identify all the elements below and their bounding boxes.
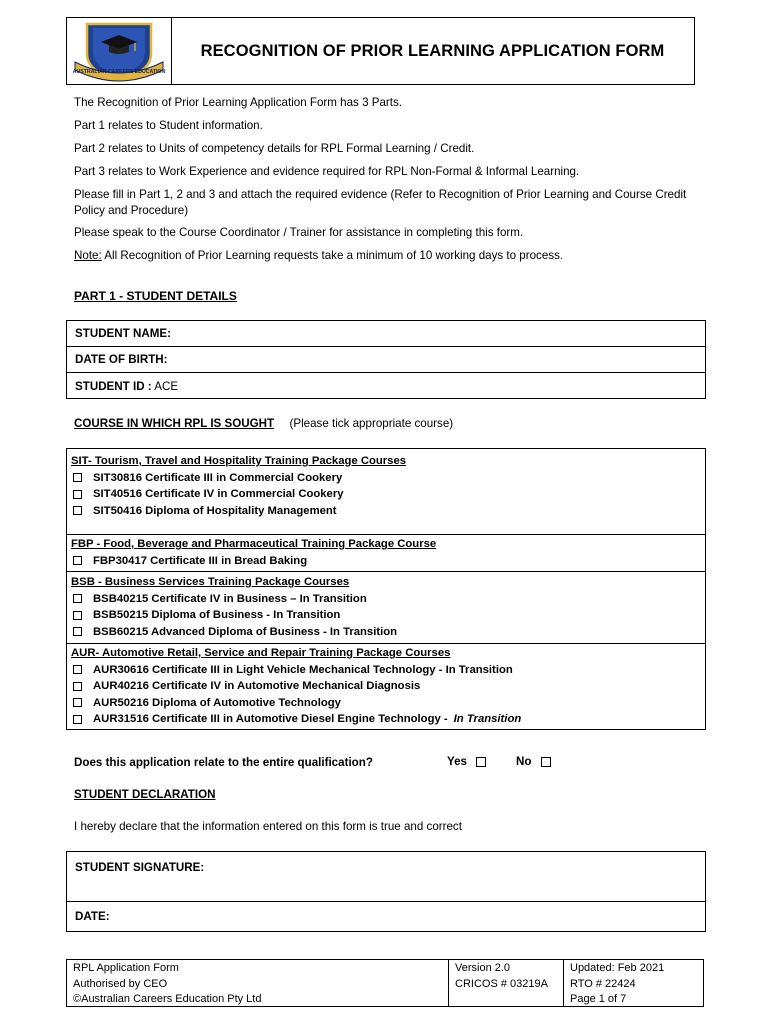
no-option[interactable] xyxy=(516,755,562,768)
checkbox[interactable] xyxy=(73,556,82,565)
course-label: FBP30417 Certificate III in Bread Baking xyxy=(93,554,308,567)
course-label: SIT40516 Certificate IV in Commercial Cookery xyxy=(93,488,344,500)
course-label: SIT50416 Diploma of Hospitality Management xyxy=(93,504,337,517)
group-title: AUR- Automotive Retail, Service and Repair Training Package Courses xyxy=(71,647,451,659)
course-label: AUR31516 Certificate III in Automotive Diesel Engine Technology - xyxy=(93,713,448,725)
course-label: BSB50215 Diploma of Business - In Transition xyxy=(93,609,341,621)
footer-text: Authorised by CEO xyxy=(73,977,168,990)
course-option[interactable] xyxy=(71,662,705,679)
course-option[interactable] xyxy=(71,553,705,570)
page-footer xyxy=(66,959,704,1007)
date-label: DATE: xyxy=(75,910,110,923)
note-label: Note: xyxy=(74,249,102,262)
footer-col-doc xyxy=(67,960,449,1006)
note-line xyxy=(74,248,702,264)
intro-line: The Recognition of Prior Learning Application Form has 3 Parts. xyxy=(74,96,403,109)
checkbox[interactable] xyxy=(73,715,82,724)
footer-col-version xyxy=(449,960,564,1006)
course-label: BSB60215 Advanced Diploma of Business - In Transition xyxy=(93,625,398,638)
course-option[interactable] xyxy=(71,678,705,695)
date-field[interactable] xyxy=(67,902,705,931)
yes-option[interactable] xyxy=(447,755,497,768)
course-group-aur xyxy=(67,644,705,729)
logo-banner-text: AUSTRALIAN CAREERS EDUCATION xyxy=(72,69,166,75)
group-title: BSB - Business Services Training Package Courses xyxy=(71,576,350,588)
course-option[interactable] xyxy=(71,711,705,728)
student-id-label: STUDENT ID : xyxy=(75,379,152,393)
course-label: AUR40216 Certificate IV in Automotive Mechanical Diagnosis xyxy=(93,680,421,692)
course-option[interactable] xyxy=(71,503,705,520)
course-group-bsb xyxy=(67,572,705,644)
logo-cell xyxy=(67,18,172,84)
course-suffix: In Transition xyxy=(453,713,522,725)
yes-checkbox[interactable] xyxy=(476,757,486,767)
course-label: AUR30616 Certificate III in Light Vehicle Mechanical Technology - In Transition xyxy=(93,663,513,676)
course-option[interactable] xyxy=(71,607,705,624)
group-title: FBP - Food, Beverage and Pharmaceutical Training Package Course xyxy=(71,538,437,550)
part1-heading: PART 1 - STUDENT DETAILS xyxy=(74,289,237,303)
page-title: RECOGNITION OF PRIOR LEARNING APPLICATION FORM xyxy=(200,41,665,60)
ace-logo xyxy=(67,18,171,84)
yes-label: Yes xyxy=(447,755,467,768)
group-title: SIT- Tourism, Travel and Hospitality Training Package Courses xyxy=(71,455,407,467)
course-hint: (Please tick appropriate course) xyxy=(289,417,454,430)
footer-text: Updated: Feb 2021 xyxy=(570,962,665,974)
footer-text: Version 2.0 xyxy=(455,962,511,974)
signature-table xyxy=(66,851,706,932)
intro-line: Please fill in Part 1, 2 and 3 and attach the required evidence (Refer to Recognition of Prior Learning and Course Credit Policy and Procedure) xyxy=(74,188,687,217)
course-label: SIT30816 Certificate III in Commercial Cookery xyxy=(93,471,343,484)
no-label: No xyxy=(516,755,532,768)
student-name-field[interactable] xyxy=(67,321,705,347)
form-header xyxy=(66,17,695,85)
footer-text: CRICOS # 03219A xyxy=(455,977,548,990)
dob-field[interactable] xyxy=(67,347,705,373)
course-option[interactable] xyxy=(71,624,705,641)
declaration-text: I hereby declare that the information entered on this form is true and correct xyxy=(74,820,462,833)
course-group-fbp xyxy=(67,535,705,572)
course-option[interactable] xyxy=(71,486,705,503)
course-group-sit xyxy=(67,453,705,535)
checkbox[interactable] xyxy=(73,490,82,499)
declaration-heading: STUDENT DECLARATION xyxy=(74,788,216,801)
footer-text: RPL Application Form xyxy=(73,962,179,974)
course-label: AUR50216 Diploma of Automotive Technology xyxy=(93,696,341,709)
signature-field[interactable] xyxy=(67,852,705,902)
course-heading: COURSE IN WHICH RPL IS SOUGHT xyxy=(74,417,275,430)
course-option[interactable] xyxy=(71,695,705,712)
course-label: BSB40215 Certificate IV in Business – In Transition xyxy=(93,592,367,605)
student-id-field[interactable] xyxy=(67,373,705,399)
checkbox[interactable] xyxy=(73,682,82,691)
intro-line: Part 3 relates to Work Experience and evidence required for RPL Non-Formal & Informal Learning. xyxy=(74,165,580,178)
checkbox[interactable] xyxy=(73,594,82,603)
signature-label: STUDENT SIGNATURE: xyxy=(75,861,205,874)
footer-text: ©Australian Careers Education Pty Ltd xyxy=(73,993,262,1005)
dob-label: DATE OF BIRTH: xyxy=(75,353,168,366)
student-details-table xyxy=(66,320,706,399)
checkbox[interactable] xyxy=(73,627,82,636)
checkbox[interactable] xyxy=(73,665,82,674)
course-option[interactable] xyxy=(71,591,705,608)
intro-line: Please speak to the Course Coordinator / Trainer for assistance in completing this form. xyxy=(74,226,524,239)
entire-qualification-question: Does this application relate to the entire qualification? xyxy=(74,756,373,769)
course-option[interactable] xyxy=(71,470,705,487)
checkbox[interactable] xyxy=(73,473,82,482)
checkbox[interactable] xyxy=(73,506,82,515)
note-text: All Recognition of Prior Learning requests take a minimum of 10 working days to process. xyxy=(101,249,564,262)
footer-col-updated xyxy=(564,960,703,1006)
footer-text: RTO # 22424 xyxy=(570,977,636,990)
student-id-value: ACE xyxy=(151,379,179,393)
page-number: Page 1 of 7 xyxy=(570,993,627,1005)
no-checkbox[interactable] xyxy=(541,757,551,767)
intro-line: Part 2 relates to Units of competency details for RPL Formal Learning / Credit. xyxy=(74,142,475,155)
checkbox[interactable] xyxy=(73,698,82,707)
course-heading-line xyxy=(74,416,453,430)
checkbox[interactable] xyxy=(73,611,82,620)
course-table xyxy=(66,448,706,730)
intro-line: Part 1 relates to Student information. xyxy=(74,119,263,132)
student-name-label: STUDENT NAME: xyxy=(75,327,171,340)
